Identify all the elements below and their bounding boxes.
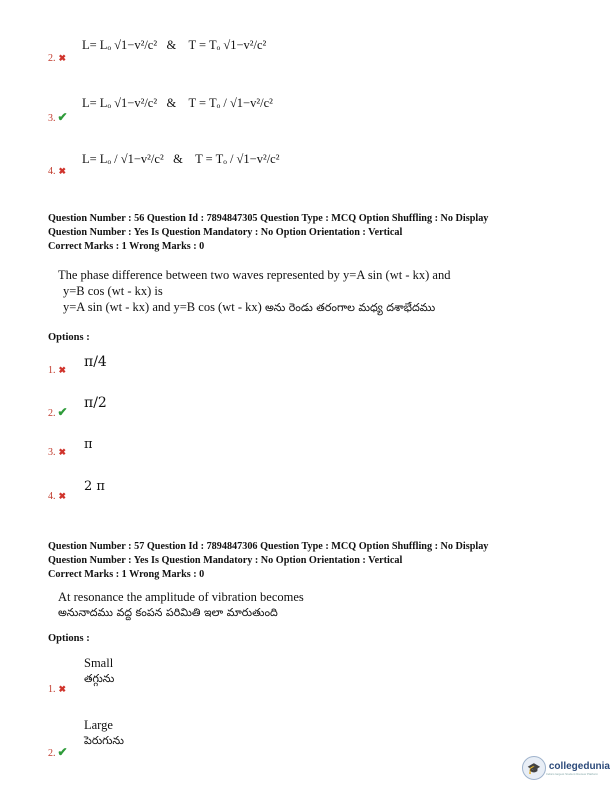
question-text-line-3: [63, 300, 435, 315]
option-2-marker: [48, 53, 66, 64]
formula-length: L= Lₒ / √1−v²/c²: [82, 152, 164, 166]
question-meta-line-1: Question Number : 56 Question Id : 7894847305 Question Type : MCQ Option Shuffling : No Display: [48, 213, 489, 224]
cross-icon: ✖: [58, 166, 67, 176]
question-text-line-1: The phase difference between two waves represented by y=A sin (wt - kx) and: [58, 268, 451, 282]
option-number: 1.: [48, 365, 56, 376]
option-4-marker: [48, 491, 66, 502]
option-number: 2.: [48, 53, 56, 64]
option-1-text-telugu: తగ్గును: [84, 672, 115, 685]
option-3-marker: [48, 110, 68, 125]
option-number: 2.: [48, 408, 56, 419]
option-number: 4.: [48, 491, 56, 502]
option-number: 4.: [48, 166, 56, 177]
question-text-line-1: At resonance the amplitude of vibration becomes: [58, 590, 304, 604]
logo-tagline: India's largest Student Review Platform: [545, 771, 599, 776]
option-number: 3.: [48, 113, 56, 124]
option-number: 1.: [48, 684, 56, 695]
check-icon: ✔: [57, 745, 68, 759]
cross-icon: ✖: [58, 684, 67, 694]
question-text-telugu: అను రెండు తరంగాల మధ్య దశాభేదము: [264, 301, 436, 314]
formula-time: T = Tₒ / √1−v²/c²: [195, 152, 280, 166]
option-1-marker: [48, 684, 66, 695]
question-meta-line-1: Question Number : 57 Question Id : 7894847306 Question Type : MCQ Option Shuffling : No Display: [48, 541, 489, 552]
option-3-marker: [48, 447, 66, 458]
cross-icon: ✖: [58, 365, 67, 375]
options-label: Options :: [48, 332, 90, 343]
option-2-marker: [48, 405, 68, 420]
option-2-text-english: Large: [84, 718, 113, 732]
question-meta-line-2: Question Number : Yes Is Question Mandatory : No Option Orientation : Vertical: [48, 555, 403, 566]
logo-name: collegedunia: [548, 760, 610, 772]
collegedunia-logo: [522, 756, 610, 780]
formula-length: L= Lₒ √1−v²/c²: [82, 96, 158, 110]
formula-time: T = Tₒ √1−v²/c²: [188, 38, 267, 52]
option-1-marker: [48, 365, 66, 376]
option-2-text-telugu: పెరుగును: [84, 734, 124, 747]
option-4-text: 2 π: [84, 479, 105, 494]
option-2-formula: [82, 38, 266, 53]
formula-time: T = Tₒ / √1−v²/c²: [188, 96, 273, 110]
option-3-formula: [82, 96, 273, 111]
graduate-cap-icon: 🎓: [522, 756, 546, 780]
formula-length: L= Lₒ √1−v²/c²: [82, 38, 158, 52]
ampersand: &: [173, 152, 183, 166]
option-number: 3.: [48, 447, 56, 458]
cross-icon: ✖: [58, 53, 67, 63]
cross-icon: ✖: [58, 491, 67, 501]
option-1-text-english: Small: [84, 656, 114, 670]
cross-icon: ✖: [58, 447, 67, 457]
option-number: 2.: [48, 748, 56, 759]
question-meta-line-3: Correct Marks : 1 Wrong Marks : 0: [48, 241, 205, 252]
check-icon: ✔: [57, 405, 68, 419]
question-meta-line-2: Question Number : Yes Is Question Mandatory : No Option Orientation : Vertical: [48, 227, 403, 238]
ampersand: &: [166, 38, 177, 52]
option-3-text: π: [84, 437, 93, 452]
option-2-marker: [48, 745, 68, 760]
ampersand: &: [166, 96, 177, 110]
option-2-text: π/2: [84, 395, 107, 411]
question-text-line-2: y=B cos (wt - kx) is: [63, 284, 163, 298]
option-1-text: π/4: [84, 354, 107, 370]
question-meta-line-3: Correct Marks : 1 Wrong Marks : 0: [48, 569, 205, 580]
question-text-english: y=A sin (wt - kx) and y=B cos (wt - kx): [63, 300, 262, 314]
option-4-marker: [48, 166, 66, 177]
check-icon: ✔: [57, 110, 68, 124]
question-text-telugu: అనునాదము వద్ద కంపన పరిమితి ఇలా మారుతుంది: [58, 606, 278, 619]
options-label: Options :: [48, 633, 90, 644]
option-4-formula: [82, 152, 279, 167]
